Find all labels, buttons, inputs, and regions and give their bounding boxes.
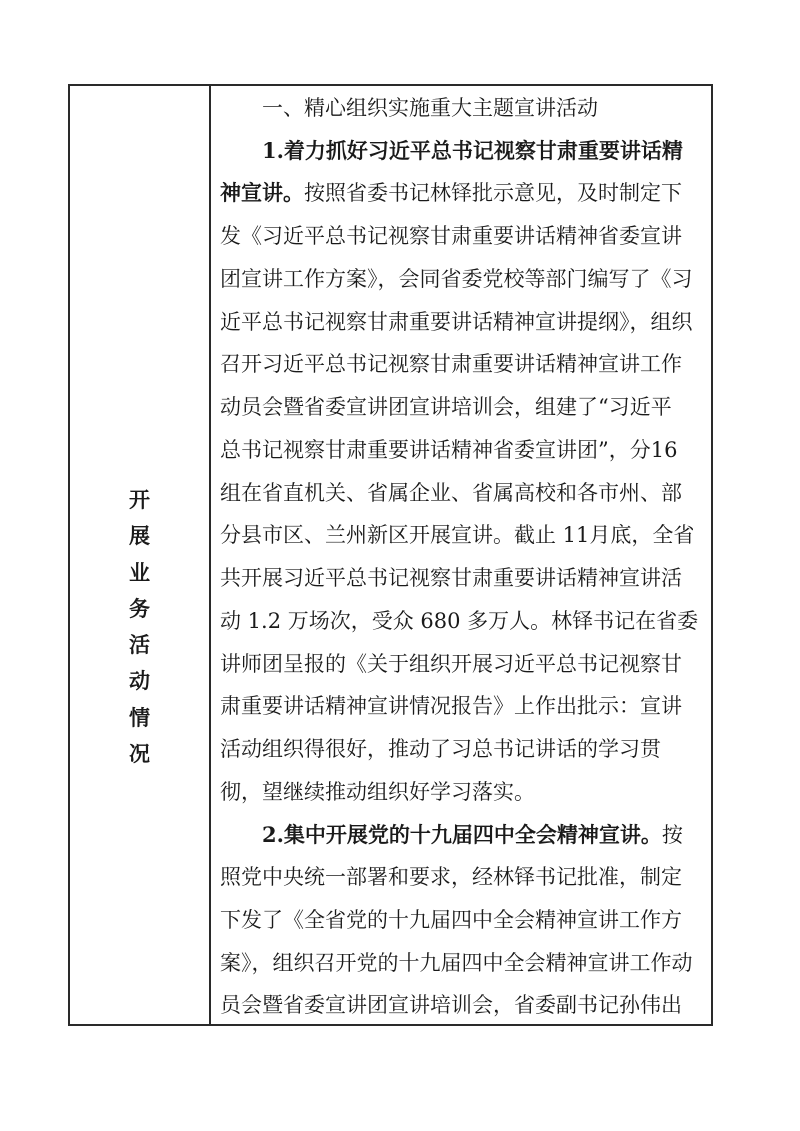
para1-line: 活动组织得很好，推动了习总书记讲话的学习贯	[220, 737, 661, 761]
para2-line: 案》，组织召开党的十九届四中全会精神宣讲工作动	[220, 951, 693, 975]
label-char: 况	[129, 742, 150, 766]
para1-title-end: 神宣讲。	[220, 180, 304, 205]
section-heading: 一、精心组织实施重大主题宣讲活动	[262, 96, 598, 120]
para1-line	[220, 179, 682, 207]
para1-line: 分县市区、兰州新区开展宣讲。截止 11月底，全省	[220, 523, 695, 547]
para1-line: 共开展习近平总书记视察甘肃重要讲话精神宣讲活	[220, 566, 682, 590]
para2-line: 员会暨省委宣讲团宣讲培训会，省委副书记孙伟出	[220, 993, 682, 1017]
para1-line: 总书记视察甘肃重要讲话精神省委宣讲团”，分16	[220, 438, 678, 462]
para1-line: 召开习近平总书记视察甘肃重要讲话精神宣讲工作	[220, 352, 682, 376]
label-char: 情	[129, 706, 150, 730]
label-char: 开	[129, 488, 150, 512]
para1-line: 团宣讲工作方案》，会同省委党校等部门编写了《习	[220, 267, 693, 291]
label-cell	[70, 86, 209, 1024]
para1-line: 肃重要讲话精神宣讲情况报告》上作出批示：宣讲	[220, 694, 682, 718]
content-cell	[220, 86, 708, 1024]
para1-line: 彻，望继续推动组织好学习落实。	[220, 780, 535, 804]
label-char: 活	[129, 633, 150, 657]
para1-line: 组在省直机关、省属企业、省属高校和各市州、部	[220, 481, 682, 505]
para1-line: 动 1.2 万场次，受众 680 多万人。林铎书记在省委	[220, 609, 699, 633]
para2-line: 照党中央统一部署和要求，经林铎书记批准，制定	[220, 865, 682, 889]
para1-line: 讲师团呈报的《关于组织开展习近平总书记视察甘	[220, 652, 682, 676]
para2-text: 按	[661, 823, 683, 847]
para1-title: 1.着力抓好习近平总书记视察甘肃重要讲话精	[262, 138, 683, 163]
activity-table	[68, 84, 713, 1026]
para1-line: 发《习近平总书记视察甘肃重要讲话精神省委宣讲	[220, 224, 682, 248]
column-divider	[209, 86, 211, 1024]
para1-line: 动员会暨省委宣讲团宣讲培训会，组建了“习近平	[220, 395, 672, 419]
label-char: 动	[129, 669, 150, 693]
para1-text: 按照省委书记林铎批示意见，及时制定下	[304, 181, 682, 205]
label-char: 展	[129, 524, 150, 548]
label-char: 业	[129, 561, 150, 585]
para1-line: 近平总书记视察甘肃重要讲话精神宣讲提纲》，组织	[220, 310, 693, 334]
para2-title: 2.集中开展党的十九届四中全会精神宣讲。	[262, 822, 662, 847]
label-char: 务	[129, 597, 150, 621]
para2-line: 下发了《全省党的十九届四中全会精神宣讲工作方	[220, 908, 682, 932]
para2-line	[262, 821, 683, 849]
